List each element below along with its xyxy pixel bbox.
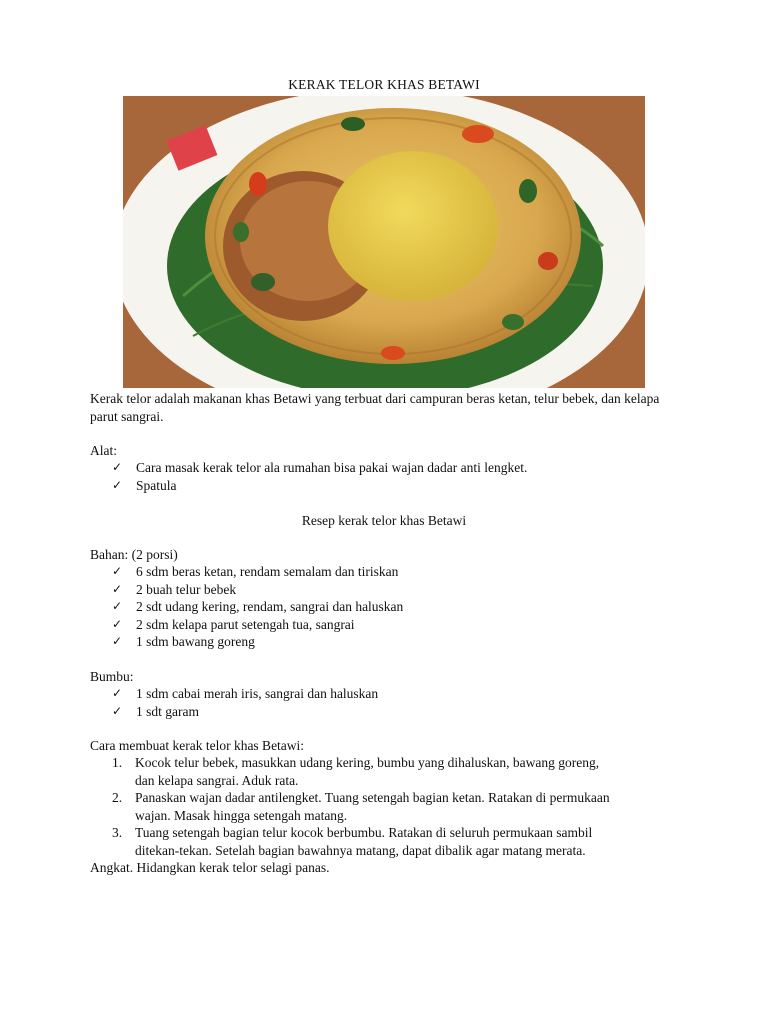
checkmark-icon: ✓ [112, 599, 123, 613]
list-item: ✓ 1 sdm bawang goreng [112, 634, 255, 649]
list-item: ✓ 1 sdm cabai merah iris, sangrai dan haluskan [112, 686, 379, 701]
cara-heading: Cara membuat kerak telor khas Betawi: [90, 738, 305, 753]
alat-heading: Alat: [90, 443, 117, 458]
bumbu-list [90, 685, 690, 720]
checkmark-icon: ✓ [112, 581, 123, 596]
kerak-telor-photo [123, 96, 645, 388]
checkmark-icon: ✓ [112, 477, 123, 492]
step-item: 1. Kocok telur bebek, masukkan udang kering, bumbu yang dihaluskan, bawang goreng, dan kelapa sangrai. Aduk rata. [112, 755, 600, 788]
document-title: KERAK TELOR KHAS BETAWI [288, 77, 480, 92]
bahan-list [90, 563, 690, 651]
checkmark-icon: ✓ [112, 616, 123, 631]
step-item: 2. Panaskan wajan dadar antilengket. Tuang setengah bagian ketan. Ratakan di permukaan wajan. Masak hingga setengah matang. [112, 790, 610, 823]
closing-line: Angkat. Hidangkan kerak telor selagi panas. [90, 860, 330, 875]
list-item: ✓ 2 buah telur bebek [112, 581, 237, 597]
checkmark-icon: ✓ [112, 686, 123, 700]
intro-paragraph: Kerak telor adalah makanan khas Betawi yang terbuat dari campuran beras ketan, telur bebek, dan kelapa parut sangrai. [90, 391, 660, 424]
checkmark-icon: ✓ [112, 703, 123, 718]
recipe-heading: Resep kerak telor khas Betawi [301, 513, 467, 528]
list-item: ✓ 1 sdt garam [112, 703, 199, 719]
list-item: ✓ Spatula [112, 477, 177, 493]
checkmark-icon: ✓ [112, 460, 123, 474]
list-item: ✓ 6 sdm beras ketan, rendam semalam dan tiriskan [112, 564, 399, 579]
list-item: ✓ 2 sdm kelapa parut setengah tua, sangrai [112, 616, 355, 632]
steps-list [90, 754, 680, 859]
step-item: 3. Tuang setengah bagian telur kocok berbumbu. Ratakan di seluruh permukaan sambil ditekan-tekan. Setelah bagian bawahnya matang, dapat dibalik agar matang merata. [112, 825, 593, 858]
list-item: ✓ 2 sdt udang kering, rendam, sangrai dan haluskan [112, 599, 404, 614]
list-item: ✓ Cara masak kerak telor ala rumahan bisa pakai wajan dadar anti lengket. [112, 460, 528, 475]
bumbu-heading: Bumbu: [90, 669, 134, 684]
checkmark-icon: ✓ [112, 634, 123, 648]
checkmark-icon: ✓ [112, 564, 123, 578]
bahan-heading: Bahan: (2 porsi) [90, 547, 178, 562]
alat-list [90, 459, 690, 494]
